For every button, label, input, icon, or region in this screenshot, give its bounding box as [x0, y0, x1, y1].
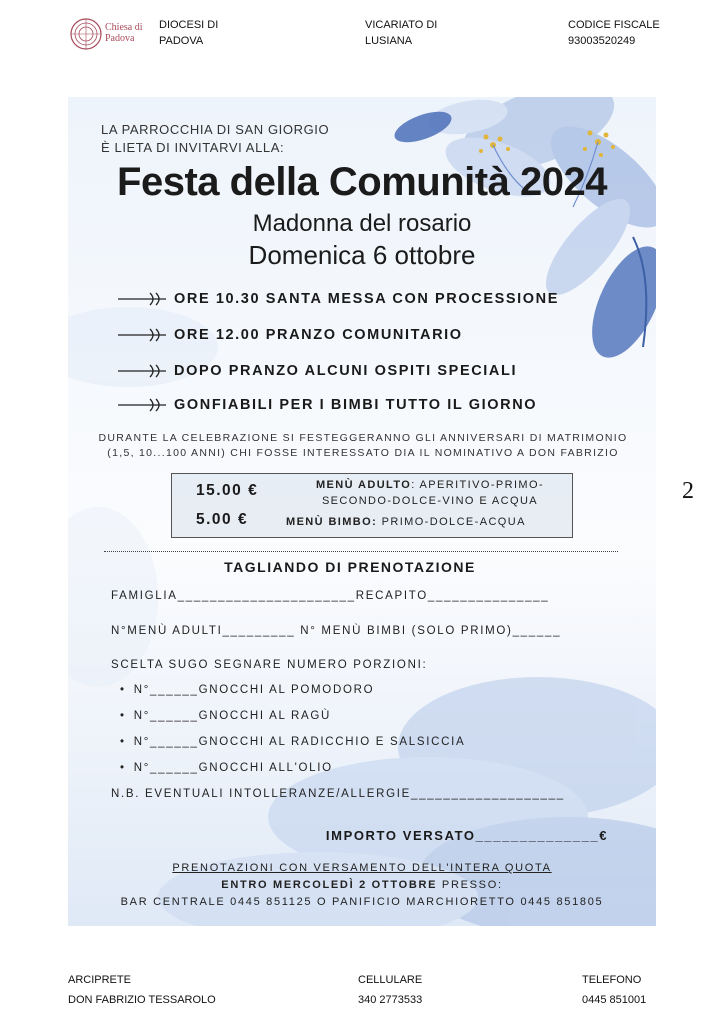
booking-form-title: TAGLIANDO DI PRENOTAZIONE: [224, 559, 476, 575]
intro-line-1: LA PARROCCHIA DI SAN GIORGIO: [101, 122, 330, 137]
child-menu-description: [286, 514, 566, 530]
event-date: Domenica 6 ottobre: [248, 240, 476, 270]
phone-info: [582, 972, 646, 1008]
sauce-option-item[interactable]: • N°______GNOCCHI ALL'OLIO: [120, 762, 333, 774]
sauce-option-item[interactable]: • N°______GNOCCHI AL RAGÙ: [120, 710, 331, 722]
mobile-info: [358, 972, 422, 1008]
event-item: [118, 289, 559, 309]
logo-text-line-2: Padova: [105, 33, 135, 44]
diocese-line-1: DIOCESI DI: [159, 19, 219, 31]
leaf-arrow-icon: [118, 364, 168, 378]
sauce-option-item[interactable]: • N°______GNOCCHI AL POMODORO: [120, 684, 374, 696]
event-item-label: DOPO PRANZO ALCUNI OSPITI SPECIALI: [174, 363, 518, 379]
fiscal-code: [568, 17, 660, 49]
anniversary-note-line-1: DURANTE LA CELEBRAZIONE SI FESTEGGERANNO GLI ANNIVERSARI DI MATRIMONIO: [98, 432, 628, 444]
adult-menu-line-1: : APERITIVO-PRIMO-: [411, 479, 545, 491]
priest-label: ARCIPRETE: [68, 974, 131, 986]
diocese-label: [159, 17, 218, 49]
adult-menu-description: [300, 477, 560, 509]
event-item-label: GONFIABILI PER I BIMBI TUTTO IL GIORNO: [174, 397, 538, 413]
priest-name: DON FABRIZIO TESSAROLO: [68, 994, 216, 1006]
logo-text-line-1: Chiesa di: [105, 22, 143, 33]
menu-price-box: [171, 473, 573, 538]
fiscal-code-label: CODICE FISCALE: [568, 19, 660, 31]
booking-note-line-1: PRENOTAZIONI CON VERSAMENTO DELL'INTERA QUOTA: [172, 862, 552, 874]
event-item: [118, 361, 517, 381]
vicariate-label: [365, 17, 437, 49]
intro-line-2: È LIETA DI INVITARVI ALLA:: [101, 140, 285, 155]
leaf-arrow-icon: [118, 398, 168, 412]
allergies-field[interactable]: N.B. EVENTUALI INTOLLERANZE/ALLERGIE___________________: [111, 788, 565, 800]
family-contact-field[interactable]: FAMIGLIA______________________RECAPITO_______________: [111, 590, 550, 602]
cut-line-divider: [104, 551, 618, 552]
fiscal-code-value: 93003520249: [568, 35, 636, 47]
vicariate-line-2: LUSIANA: [365, 35, 413, 47]
priest-info: [68, 972, 216, 1008]
booking-deadline-rest: PRESSO:: [437, 879, 503, 891]
adult-menu-line-2: SECONDO-DOLCE-VINO E ACQUA: [321, 495, 539, 507]
sauce-choice-prompt: SCELTA SUGO SEGNARE NUMERO PORZIONI:: [111, 659, 428, 671]
booking-deadline: [68, 879, 656, 891]
sauce-option-item[interactable]: • N°______GNOCCHI AL RADICCHIO E SALSICCIA: [120, 736, 465, 748]
chiesa-di-padova-logo: [68, 16, 158, 52]
anniversary-note-line-2: (1,5, 10...100 ANNI) CHI FOSSE INTERESSATO DIA IL NOMINATIVO A DON FABRIZIO: [107, 447, 619, 459]
event-item-label: ORE 10.30 SANTA MESSA CON PROCESSIONE: [174, 291, 559, 307]
mobile-number: 340 2773533: [358, 994, 423, 1006]
adult-price: 15.00 €: [196, 482, 259, 499]
leaf-arrow-icon: [118, 328, 168, 342]
vicariate-line-1: VICARIATO DI: [365, 19, 438, 31]
event-item: [118, 395, 537, 415]
booking-deadline-date: ENTRO MERCOLEDÌ 2 OTTOBRE: [221, 879, 438, 891]
event-flyer: [68, 97, 656, 926]
mobile-label: CELLULARE: [358, 974, 423, 986]
amount-paid-field[interactable]: IMPORTO VERSATO______________€: [325, 828, 609, 843]
child-price: 5.00 €: [196, 511, 249, 528]
child-menu-items: PRIMO-DOLCE-ACQUA: [377, 516, 526, 528]
menu-count-field[interactable]: N°MENÙ ADULTI_________ N° MENÙ BIMBI (SOLO PRIMO)______: [111, 625, 562, 637]
phone-number: 0445 851001: [582, 994, 647, 1006]
child-menu-label: MENÙ BIMBO:: [286, 516, 378, 528]
event-item-label: ORE 12.00 PRANZO COMUNITARIO: [174, 327, 463, 343]
leaf-arrow-icon: [118, 292, 168, 306]
booking-locations: BAR CENTRALE 0445 851125 O PANIFICIO MARCHIORETTO 0445 851805: [120, 896, 604, 908]
anniversary-note: [90, 431, 636, 461]
event-item: [118, 325, 463, 345]
diocese-line-2: PADOVA: [159, 35, 204, 47]
event-title: Festa della Comunità 2024: [117, 160, 607, 204]
event-subtitle: Madonna del rosario: [252, 210, 472, 237]
adult-menu-label: MENÙ ADULTO: [315, 479, 412, 491]
intro-text: [101, 121, 329, 157]
page-side-number: 2: [682, 478, 694, 504]
phone-label: TELEFONO: [582, 974, 642, 986]
